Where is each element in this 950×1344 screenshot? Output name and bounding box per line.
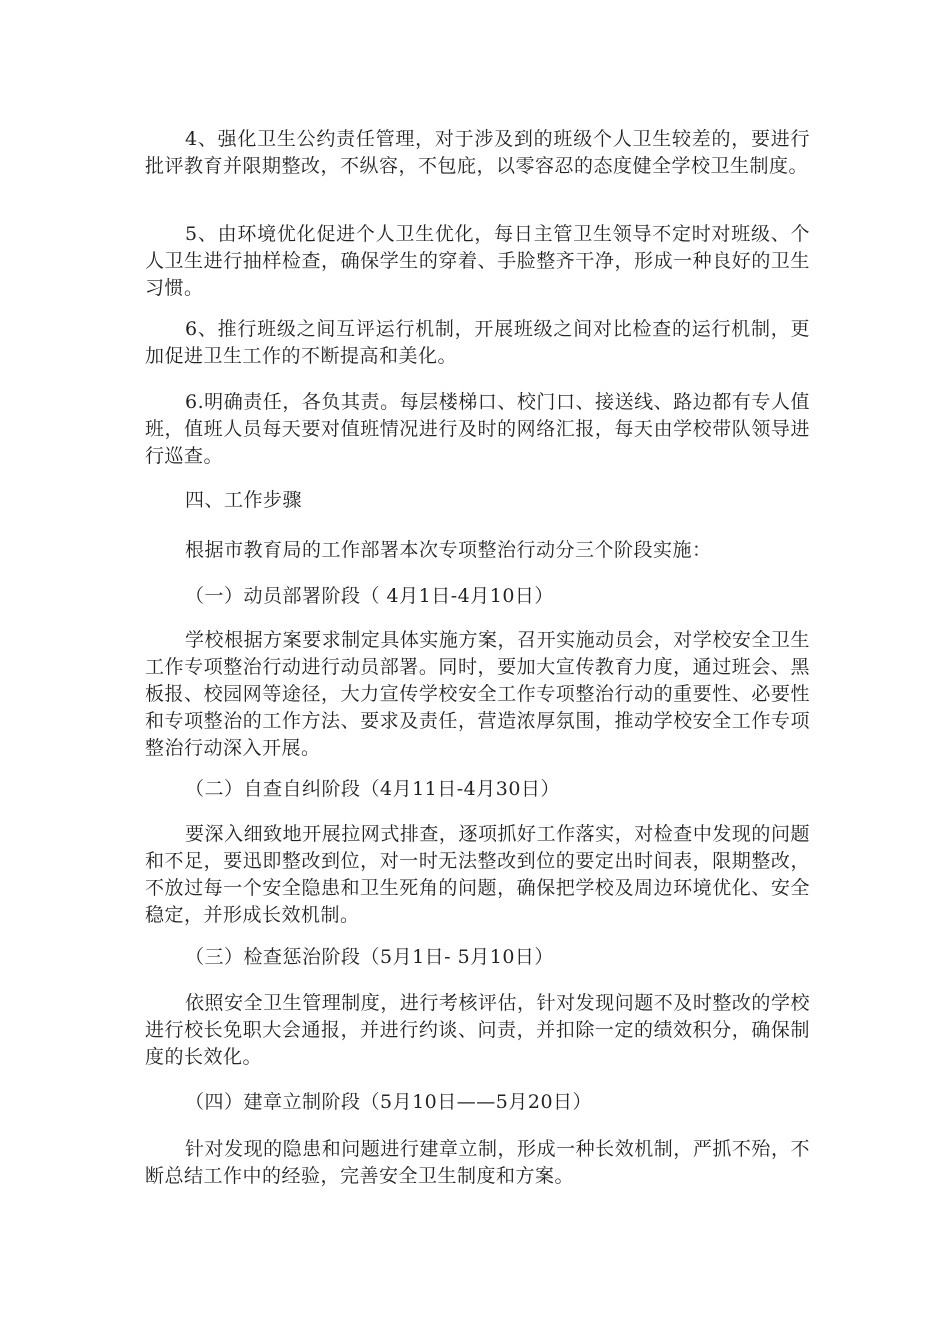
section-heading-work-steps: 四、工作步骤: [185, 489, 303, 511]
stage-heading-4: （四）建章立制阶段（5月10日——5月20日）: [185, 1091, 593, 1113]
paragraph-intro-stages: 根据市教育局的工作部署本次专项整治行动分三个阶段实施：: [185, 539, 712, 561]
stage-heading-1: （一）动员部署阶段（ 4月1日-4月10日）: [185, 585, 554, 607]
paragraph-stage-4: 针对发现的隐患和问题进行建章立制，形成一种长效机制，严抓不殆，不断总结工作中的经验，完善安全卫生制度和方案。: [145, 1138, 810, 1187]
paragraph-stage-1: 学校根据方案要求制定具体实施方案，召开实施动员会，对学校安全卫生工作专项整治行动进行动员部署。同时，要加大宣传教育力度，通过班会、黑板报、校园网等途径，大力宣传学校安全工作专项整治行动的重要性、必要性和专项整治的工作方法、要求及责任，营造浓厚氛围，推动学校安全工作专项整治行动深入开展。: [145, 629, 810, 759]
paragraph-item-6: 6、推行班级之间互评运行机制，开展班级之间对比检查的运行机制，更加促进卫生工作的不断提高和美化。: [145, 318, 810, 367]
paragraph-stage-2: 要深入细致地开展拉网式排查，逐项抓好工作落实，对检查中发现的问题和不足，要迅即整改到位，对一时无法整改到位的要定出时间表，限期整改，不放过每一个安全隐患和卫生死角的问题，确保把学校及周边环境优化、安全稳定，并形成长效机制。: [145, 823, 810, 926]
paragraph-item-5: 5、由环境优化促进个人卫生优化，每日主管卫生领导不定时对班级、个人卫生进行抽样检查，确保学生的穿着、手脸整齐干净，形成一种良好的卫生习惯。: [145, 223, 810, 299]
stage-heading-3: （三）检查惩治阶段（5月1日- 5月10日）: [185, 946, 554, 968]
paragraph-item-4: 4、强化卫生公约责任管理，对于涉及到的班级个人卫生较差的，要进行批评教育并限期整改，不纵容，不包庇，以零容忍的态度健全学校卫生制度。: [145, 128, 810, 177]
stage-heading-2: （二）自查自纠阶段（4月11日-4月30日）: [185, 778, 560, 800]
paragraph-item-6-duty: 6.明确责任，各负其责。每层楼梯口、校门口、接送线、路边都有专人值班，值班人员每天要对值班情况进行及时的网络汇报，每天由学校带队领导进行巡查。: [145, 391, 810, 467]
paragraph-stage-3: 依照安全卫生管理制度，进行考核评估，针对发现问题不及时整改的学校进行校长免职大会通报，并进行约谈、问责，并扣除一定的绩效积分，确保制度的长效化。: [145, 992, 810, 1068]
